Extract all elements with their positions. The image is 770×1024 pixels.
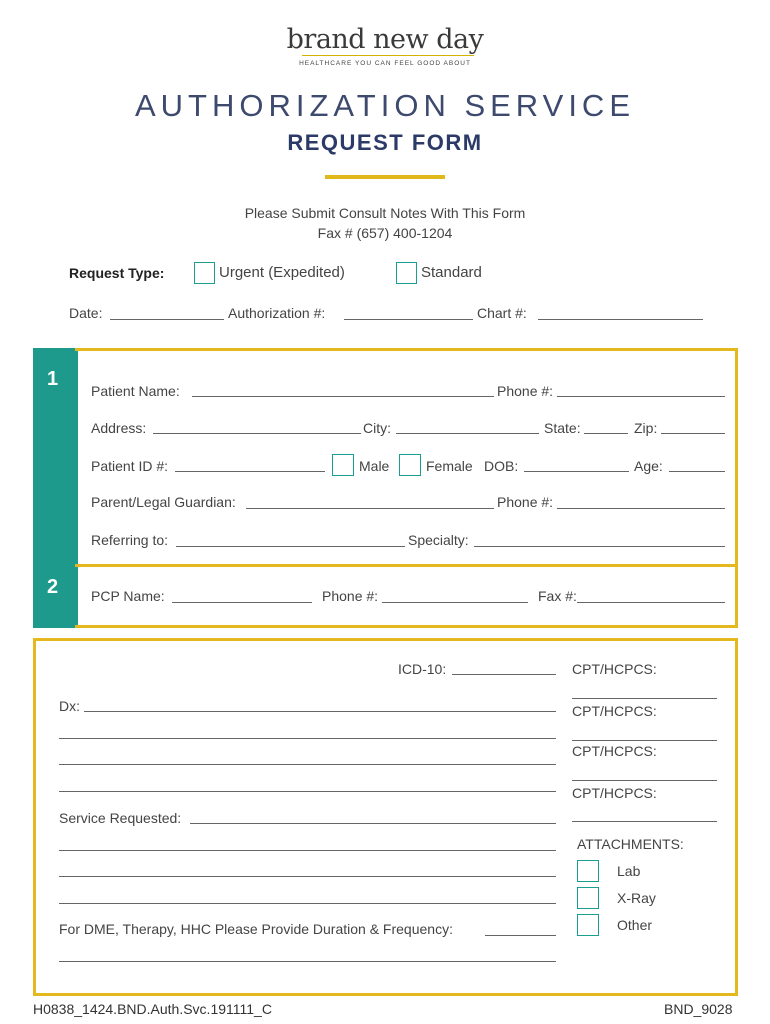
title-underline	[325, 175, 445, 179]
guardian-phone-field[interactable]	[557, 508, 725, 509]
section-2-box	[75, 564, 738, 628]
cpt-label-1: CPT/HCPCS:	[572, 661, 657, 677]
cpt-field-1[interactable]	[572, 698, 717, 699]
dx-field-3[interactable]	[59, 764, 556, 765]
icd10-field[interactable]	[452, 674, 556, 675]
xray-label: X-Ray	[617, 890, 656, 906]
patient-name-field[interactable]	[192, 396, 494, 397]
specialty-field[interactable]	[474, 546, 725, 547]
authorization-label: Authorization #:	[228, 305, 326, 321]
dx-field-2[interactable]	[59, 738, 556, 739]
female-label: Female	[426, 458, 473, 474]
form-subtitle: REQUEST FORM	[287, 130, 483, 155]
service-field-4[interactable]	[59, 903, 556, 904]
footer-form-id: BND_9028	[664, 1001, 733, 1017]
service-field-2[interactable]	[59, 850, 556, 851]
dme-field-2[interactable]	[59, 961, 556, 962]
service-requested-label: Service Requested:	[59, 810, 182, 826]
state-field[interactable]	[584, 433, 628, 434]
authorization-field[interactable]	[344, 319, 473, 320]
patient-name-label: Patient Name:	[91, 383, 180, 399]
referring-field[interactable]	[176, 546, 405, 547]
icd10-label: ICD-10:	[398, 661, 447, 677]
cpt-label-3: CPT/HCPCS:	[572, 743, 657, 759]
brand-logo: brand new day	[286, 24, 484, 55]
date-label: Date:	[69, 305, 103, 321]
age-field[interactable]	[669, 471, 725, 472]
pcp-name-field[interactable]	[172, 602, 312, 603]
section-1-number: 1	[47, 368, 59, 390]
state-label: State:	[544, 420, 581, 436]
cpt-label-2: CPT/HCPCS:	[572, 703, 657, 719]
male-label: Male	[359, 458, 390, 474]
patient-phone-label: Phone #:	[497, 383, 554, 399]
dx-field-4[interactable]	[59, 791, 556, 792]
cpt-field-3[interactable]	[572, 780, 717, 781]
instruction-line-1: Please Submit Consult Notes With This Form	[244, 205, 526, 221]
dob-label: DOB:	[484, 458, 519, 474]
dx-field-1[interactable]	[84, 711, 556, 712]
date-field[interactable]	[110, 319, 224, 320]
other-label: Other	[617, 917, 653, 933]
patient-phone-field[interactable]	[557, 396, 725, 397]
form-title: AUTHORIZATION SERVICE	[134, 88, 635, 123]
urgent-label: Urgent (Expedited)	[219, 264, 345, 281]
dob-field[interactable]	[524, 471, 629, 472]
cpt-field-4[interactable]	[572, 821, 717, 822]
pcp-phone-label: Phone #:	[322, 588, 379, 604]
referring-label: Referring to:	[91, 532, 169, 548]
standard-checkbox[interactable]	[396, 262, 417, 284]
pcp-phone-field[interactable]	[382, 602, 528, 603]
age-label: Age:	[634, 458, 663, 474]
cpt-field-2[interactable]	[572, 740, 717, 741]
logo-divider	[302, 55, 474, 56]
city-label: City:	[363, 420, 391, 436]
female-checkbox[interactable]	[399, 454, 421, 476]
patient-id-label: Patient ID #:	[91, 458, 169, 474]
section-2-number: 2	[47, 576, 59, 598]
logo-tagline: HEALTHCARE YOU CAN FEEL GOOD ABOUT	[299, 60, 471, 67]
guardian-label: Parent/Legal Guardian:	[91, 494, 236, 510]
city-field[interactable]	[396, 433, 539, 434]
chart-label: Chart #:	[477, 305, 527, 321]
dx-label: Dx:	[59, 698, 80, 714]
urgent-checkbox[interactable]	[194, 262, 215, 284]
lab-checkbox[interactable]	[577, 860, 599, 882]
male-checkbox[interactable]	[332, 454, 354, 476]
address-label: Address:	[91, 420, 147, 436]
service-field-3[interactable]	[59, 876, 556, 877]
guardian-phone-label: Phone #:	[497, 494, 554, 510]
footer-code: H0838_1424.BND.Auth.Svc.191111_C	[33, 1001, 272, 1017]
specialty-label: Specialty:	[408, 532, 469, 548]
request-type-label: Request Type:	[69, 265, 165, 281]
other-checkbox[interactable]	[577, 914, 599, 936]
zip-field[interactable]	[661, 433, 725, 434]
chart-field[interactable]	[538, 319, 703, 320]
pcp-fax-field[interactable]	[577, 602, 725, 603]
xray-checkbox[interactable]	[577, 887, 599, 909]
zip-label: Zip:	[634, 420, 658, 436]
cpt-label-4: CPT/HCPCS:	[572, 785, 657, 801]
standard-label: Standard	[421, 264, 482, 281]
pcp-fax-label: Fax #:	[538, 588, 577, 604]
lab-label: Lab	[617, 863, 641, 879]
service-field-1[interactable]	[190, 823, 556, 824]
address-field[interactable]	[153, 433, 361, 434]
guardian-field[interactable]	[246, 508, 494, 509]
pcp-name-label: PCP Name:	[91, 588, 165, 604]
attachments-label: ATTACHMENTS:	[577, 836, 684, 852]
dme-label: For DME, Therapy, HHC Please Provide Duration & Frequency:	[59, 921, 453, 937]
dme-field[interactable]	[485, 935, 556, 936]
patient-id-field[interactable]	[175, 471, 325, 472]
fax-number: Fax # (657) 400-1204	[317, 225, 453, 241]
